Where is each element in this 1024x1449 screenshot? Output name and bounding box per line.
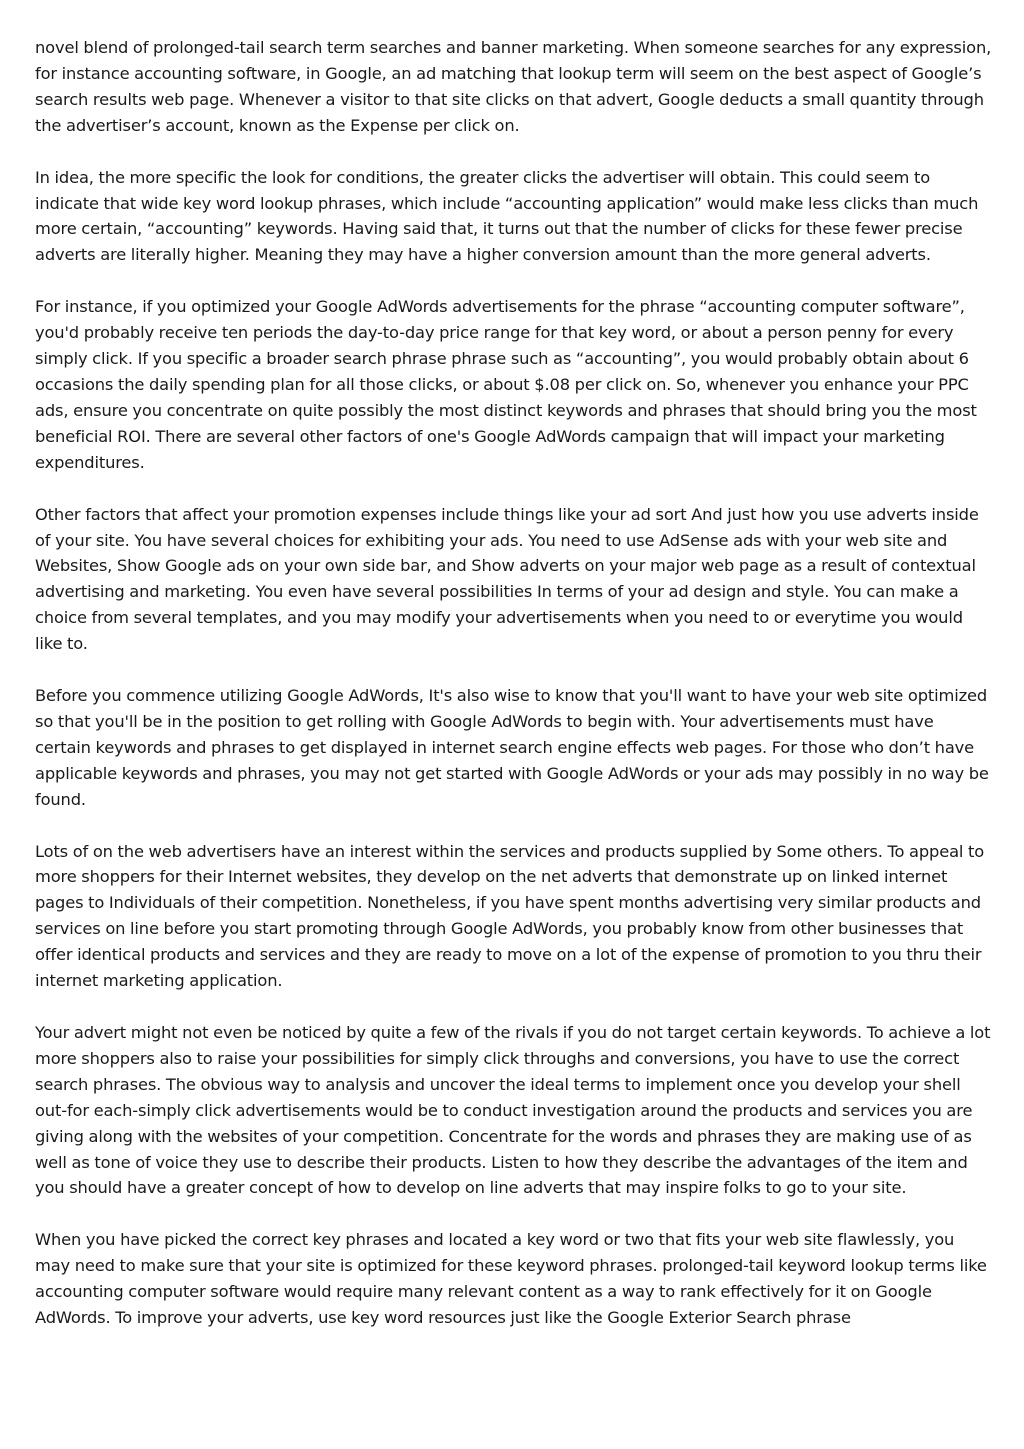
paragraph: In idea, the more specific the look for conditions, the greater clicks the advertiser will obtain. This could seem to indicate that wide key word lookup phrases, which include “accounting application” would make less clicks than much more certain, “accounting” keywords. Having said that, it turns out that the number of clicks for these fewer precise adverts are literally higher. Meaning they may have a higher conversion amount than the more general adverts.	[35, 167, 979, 265]
paragraph: Your advert might not even be noticed by quite a few of the rivals if you do not target certain keywords. To achieve a lot more shoppers also to raise your possibilities for simply click throughs and conversions, you have to use the correct search phrases. The obvious way to analysis and uncover the ideal terms to implement once you develop your shell out-for each-simply click advertisements would be to conduct investigation around the products and services you are giving along with the websites of your competition. Concentrate for the words and phrases they are making use of as well as tone of voice they use to describe their products. Listen to how they describe the advantages of the item and you should have a greater concept of how to develop on line adverts that may inspire folks to go to your site.	[35, 1023, 991, 1198]
document-page	[35, 35, 993, 1357]
paragraph: Lots of on the web advertisers have an interest within the services and products supplied by Some others. To appeal to more shoppers for their Internet websites, they develop on the net adverts that demonstrate up on linked internet pages to Individuals of their competition. Nonetheless, if you have spent months advertising very similar products and services on line before you start promoting through Google AdWords, you probably know from other businesses that offer identical products and services and they are ready to move on a lot of the expense of promotion to you thru their internet marketing application.	[35, 841, 985, 991]
paragraph: Other factors that affect your promotion expenses include things like your ad sort And just how you use adverts inside of your site. You have several choices for exhibiting your ads. You need to use AdSense ads with your web site and Websites, Show Google ads on your own side bar, and Show adverts on your major web page as a result of contextual advertising and marketing. You even have several possibilities In terms of your ad design and style. You can make a choice from several templates, and you may modify your advertisements when you need to or everytime you would like to.	[35, 504, 979, 654]
paragraph: When you have picked the correct key phrases and located a key word or two that fits your web site flawlessly, you may need to make sure that your site is optimized for these keyword phrases. prolonged-tail keyword lookup terms like accounting computer software would require many relevant content as a way to rank effectively for it on Google AdWords. To improve your adverts, use key word resources just like the Google Exterior Search phrase	[35, 1230, 987, 1328]
paragraph: Before you commence utilizing Google AdWords, It's also wise to know that you'll want to have your web site optimized so that you'll be in the position to get rolling with Google AdWords to begin with. Your advertisements must have certain keywords and phrases to get displayed in internet search engine effects web pages. For those who don’t have applicable keywords and phrases, you may not get started with Google AdWords or your ads may possibly in no way be found.	[35, 686, 989, 809]
paragraph: novel blend of prolonged-tail search term searches and banner marketing. When someone searches for any expression, for instance accounting software, in Google, an ad matching that lookup term will seem on the best aspect of Google’s search results web page. Whenever a visitor to that site clicks on that advert, Google deducts a small quantity through the advertiser’s account, known as the Expense per click on.	[35, 38, 992, 135]
paragraph: For instance, if you optimized your Google AdWords advertisements for the phrase “accounting computer software”, you'd probably receive ten periods the day-to-day price range for that key word, or about a person penny for every simply click. If you specific a broader search phrase phrase such as “accounting”, you would probably obtain about 6 occasions the daily spending plan for all those clicks, or about $.08 per click on. So, whenever you enhance your PPC ads, ensure you concentrate on quite possibly the most distinct keywords and phrases that should bring you the most beneficial ROI. There are several other factors of one's Google AdWords campaign that will impact your marketing expenditures.	[35, 297, 977, 472]
